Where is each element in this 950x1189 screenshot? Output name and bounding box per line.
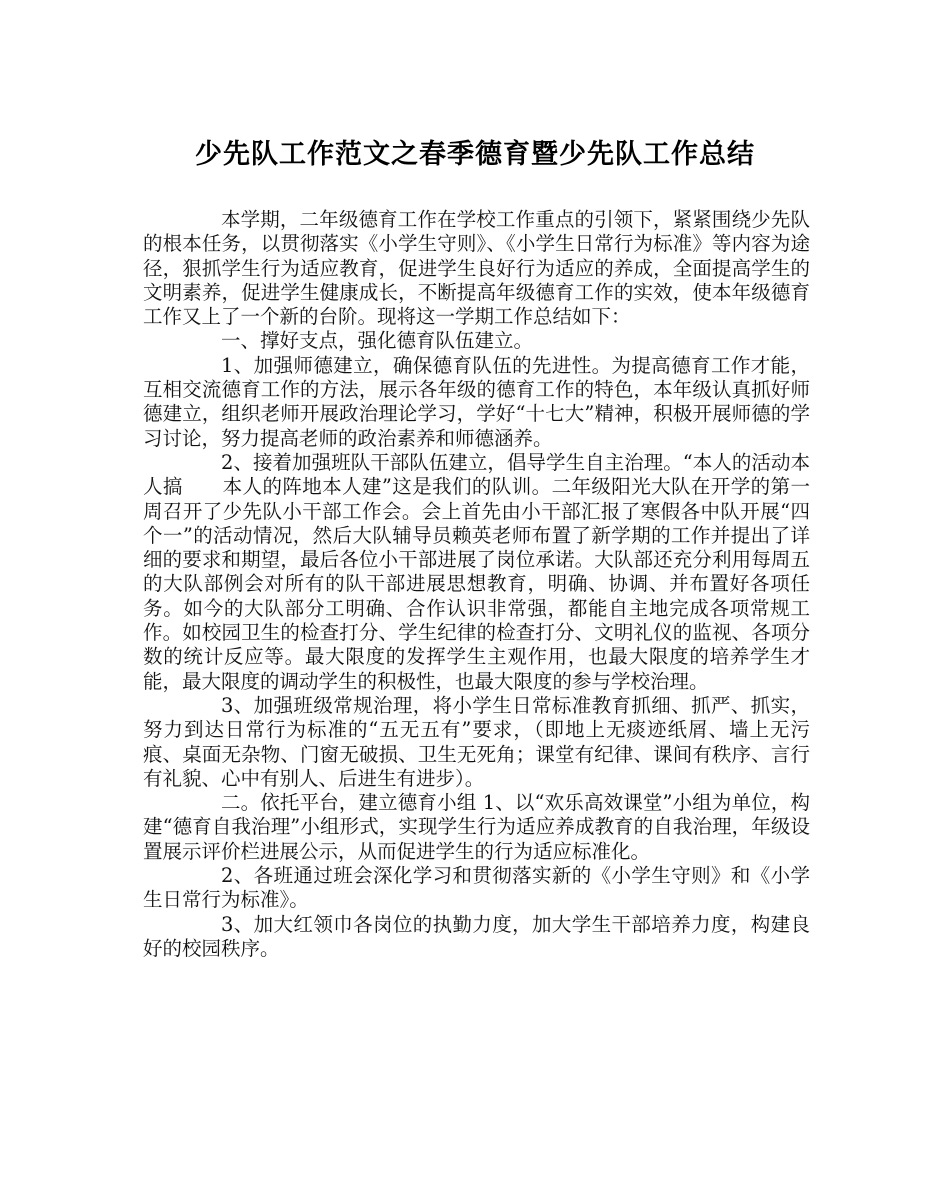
document-title: 少先队工作范文之春季德育暨少先队工作总结 <box>195 139 755 170</box>
section-heading-2: 二。依托平台，建立德育小组 1、以“欢乐高效课堂”小组为单位，构建“德育自我治理”小组形式，实现学生行为适应养成教育的自我治理，年级设置展示评价栏进展公示，从而促进学生的行为适应标准化。 <box>143 791 810 863</box>
paragraph-2-2: 2、各班通过班会深化学习和贯彻落实新的《小学生守则》和《小学生日常行为标准》。 <box>143 864 810 912</box>
paragraph-1-3: 3、加强班级常规治理，将小学生日常标准教育抓细、抓严、抓实，努力到达日常行为标准的“五无五有”要求，（即地上无痰迹纸屑、墙上无污痕、桌面无杂物、门窗无破损、卫生无死角；课堂有纪律、课间有秩序、言行有礼貌、心中有别人、后进生有进步）。 <box>143 693 810 790</box>
document-body <box>143 208 810 961</box>
paragraph-1-1: 1、加强师德建立，确保德育队伍的先进性。为提高德育工作才能，互相交流德育工作的方法，展示各年级的德育工作的特色，本年级认真抓好师德建立，组织老师开展政治理论学习，学好“十七大”精神，积极开展师德的学习讨论，努力提高老师的政治素养和师德涵养。 <box>143 353 810 450</box>
section-heading-1: 一、撑好支点，强化德育队伍建立。 <box>221 329 534 353</box>
paragraph-2-3: 3、加大红领巾各岗位的执勤力度，加大学生干部培养力度，构建良好的校园秩序。 <box>143 912 810 960</box>
paragraph-intro: 本学期，二年级德育工作在学校工作重点的引领下，紧紧围绕少先队的根本任务，以贯彻落实《小学生守则》、《小学生日常行为标准》等内容为途径，狠抓学生行为适应教育，促进学生良好行为适应的养成，全面提高学生的文明素养，促进学生健康成长，不断提高年级德育工作的实效，使本年级德育工作又上了一个新的台阶。现将这一学期工作总结如下： <box>143 208 810 329</box>
paragraph-1-2: 2、接着加强班队干部队伍建立，倡导学生自主治理。“本人的活动本人搞 本人的阵地本人建”这是我们的队训。二年级阳光大队在开学的第一周召开了少先队小干部工作会。会上首先由小干部汇报了寒假各中队开展“四个一”的活动情况，然后大队辅导员赖英老师布置了新学期的工作并提出了详细的要求和期望，最后各位小干部进展了岗位承诺。大队部还充分利用每周五的大队部例会对所有的队干部进展思想教育，明确、协调、并布置好各项任务。如今的大队部分工明确、合作认识非常强，都能自主地完成各项常规工作。如校园卫生的检查打分、学生纪律的检查打分、文明礼仪的监视、各项分数的统计反应等。最大限度的发挥学生主观作用，也最大限度的培养学生才能，最大限度的调动学生的积极性，也最大限度的参与学校治理。 <box>143 450 810 693</box>
